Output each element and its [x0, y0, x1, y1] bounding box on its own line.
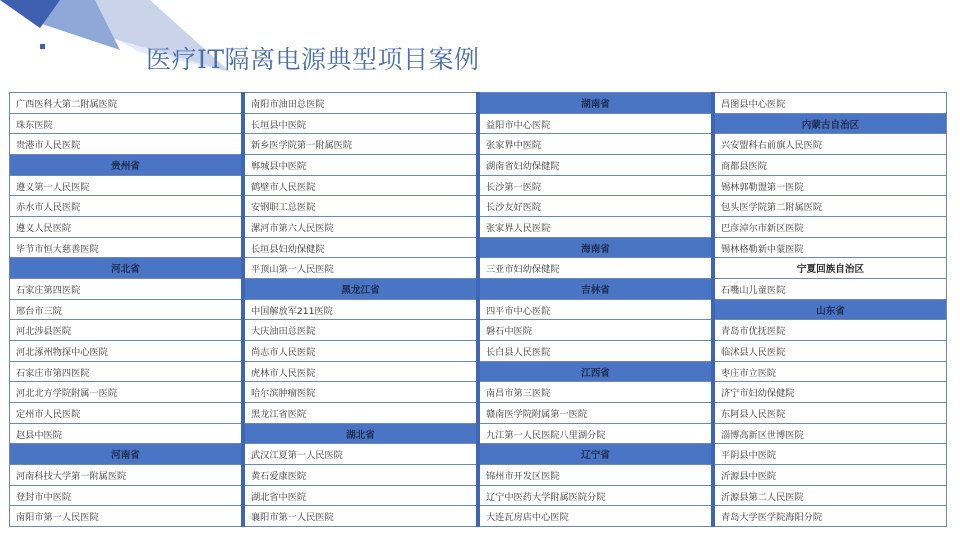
hospital-name-cell: 九江第一人民医院八里湖分院: [479, 423, 712, 445]
hospital-name-cell: 赣南医学院附属第一医院: [479, 402, 712, 424]
hospital-name-cell: 广西医科大第二附属医院: [9, 92, 242, 114]
hospital-name-cell: 登封市中医院: [9, 485, 242, 507]
hospital-name-cell: 南阳市油田总医院: [244, 92, 477, 114]
hospital-name-cell: 商都县医院: [714, 154, 947, 176]
hospital-name-cell: 毕节市恒大慈善医院: [9, 237, 242, 259]
hospital-name-cell: 锡林格勒新中蒙医院: [714, 237, 947, 259]
region-header: 吉林省: [479, 278, 712, 300]
hospital-name-cell: 尚志市人民医院: [244, 340, 477, 362]
region-header: 湖北省: [244, 423, 477, 445]
hospital-name-cell: 平顶山第一人民医院: [244, 257, 477, 279]
hospital-name-cell: 济宁市妇幼保健院: [714, 381, 947, 403]
hospital-name-cell: 贵港市人民医院: [9, 133, 242, 155]
hospital-name-cell: 大连瓦房店中心医院: [479, 505, 712, 527]
hospital-name-cell: 益阳市中心医院: [479, 113, 712, 135]
hospital-name-cell: 漯河市第六人民医院: [244, 216, 477, 238]
hospital-name-cell: 临沭县人民医院: [714, 340, 947, 362]
hospital-name-cell: 锡林郭勒盟第一医院: [714, 175, 947, 197]
hospital-name-cell: 昌图县中心医院: [714, 92, 947, 114]
hospital-name-cell: 湖北省中医院: [244, 485, 477, 507]
region-header: 江西省: [479, 361, 712, 383]
page-title: 医疗IT隔离电源典型项目案例: [146, 45, 480, 74]
hospital-name-cell: 郸城县中医院: [244, 154, 477, 176]
hospital-name-cell: 定州市人民医院: [9, 402, 242, 424]
hospital-name-cell: 鹤壁市人民医院: [244, 175, 477, 197]
hospital-name-cell: 长白县人民医院: [479, 340, 712, 362]
hospital-name-cell: 南昌市第三医院: [479, 381, 712, 403]
hospital-name-cell: 石嘴山儿童医院: [714, 278, 947, 300]
hospital-name-cell: 珠东医院: [9, 113, 242, 135]
hospital-name-cell: 长垣县妇幼保健院: [244, 237, 477, 259]
hospital-name-cell: 虎林市人民医院: [244, 361, 477, 383]
hospital-name-cell: 枣庄市立医院: [714, 361, 947, 383]
hospital-case-table: [9, 93, 947, 527]
hospital-name-cell: 新乡医学院第一附属医院: [244, 133, 477, 155]
hospital-name-cell: 赤水市人民医院: [9, 195, 242, 217]
hospital-name-cell: 湖南省妇幼保健院: [479, 154, 712, 176]
hospital-name-cell: 长沙第一医院: [479, 175, 712, 197]
hospital-name-cell: 邢台市三院: [9, 299, 242, 321]
hospital-name-cell: 东阿县人民医院: [714, 402, 947, 424]
hospital-name-cell: 河北涿州物探中心医院: [9, 340, 242, 362]
region-header: 山东省: [714, 299, 947, 321]
hospital-name-cell: 河北北方学院附属一医院: [9, 381, 242, 403]
hospital-name-cell: 青岛市优抚医院: [714, 319, 947, 341]
table-column-1: [9, 93, 242, 527]
hospital-name-cell: 张家界中医院: [479, 133, 712, 155]
hospital-name-cell: 巴彦淖尔市新区医院: [714, 216, 947, 238]
hospital-name-cell: 辽宁中医药大学附属医院分院: [479, 485, 712, 507]
hospital-name-cell: 哈尔滨肿瘤医院: [244, 381, 477, 403]
hospital-name-cell: 安钢职工总医院: [244, 195, 477, 217]
hospital-name-cell: 遵义第一人民医院: [9, 175, 242, 197]
hospital-name-cell: 黑龙江省医院: [244, 402, 477, 424]
table-column-3: [479, 93, 712, 527]
hospital-name-cell: 石家庄第四医院: [9, 278, 242, 300]
hospital-name-cell: 南阳市第一人民医院: [9, 505, 242, 527]
hospital-name-cell: 磐石中医院: [479, 319, 712, 341]
hospital-name-cell: 遵义人民医院: [9, 216, 242, 238]
hospital-name-cell: 青岛大学医学院海阳分院: [714, 505, 947, 527]
hospital-name-cell: 三亚市妇幼保健院: [479, 257, 712, 279]
hospital-name-cell: 长沙友好医院: [479, 195, 712, 217]
bullet-square-icon: [40, 44, 45, 49]
hospital-name-cell: 兴安盟科右前旗人民医院: [714, 133, 947, 155]
region-header: 海南省: [479, 237, 712, 259]
table-column-2: [244, 93, 477, 527]
hospital-name-cell: 黄石爱康医院: [244, 464, 477, 486]
region-header: 宁夏回族自治区: [714, 257, 947, 279]
hospital-name-cell: 河南科技大学第一附属医院: [9, 464, 242, 486]
region-header: 黑龙江省: [244, 278, 477, 300]
hospital-name-cell: 张家界人民医院: [479, 216, 712, 238]
hospital-name-cell: 平阴县中医院: [714, 443, 947, 465]
region-header: 湖南省: [479, 92, 712, 114]
hospital-name-cell: 沂源县中医院: [714, 464, 947, 486]
region-header: 河南省: [9, 443, 242, 465]
region-header: 内蒙古自治区: [714, 113, 947, 135]
region-header: 辽宁省: [479, 443, 712, 465]
hospital-name-cell: 锦州市开发区医院: [479, 464, 712, 486]
table-column-4: [714, 93, 947, 527]
hospital-name-cell: 长垣县中医院: [244, 113, 477, 135]
hospital-name-cell: 淄博高新区世博医院: [714, 423, 947, 445]
hospital-name-cell: 襄阳市第一人民医院: [244, 505, 477, 527]
hospital-name-cell: 武汉江夏第一人民医院: [244, 443, 477, 465]
hospital-name-cell: 包头医学院第二附属医院: [714, 195, 947, 217]
hospital-name-cell: 四平市中心医院: [479, 299, 712, 321]
hospital-name-cell: 中国解放军211医院: [244, 299, 477, 321]
region-header: 贵州省: [9, 154, 242, 176]
hospital-name-cell: 石家庄市第四医院: [9, 361, 242, 383]
region-header: 河北省: [9, 257, 242, 279]
hospital-name-cell: 河北涉县医院: [9, 319, 242, 341]
hospital-name-cell: 沂源县第二人民医院: [714, 485, 947, 507]
hospital-name-cell: 赵县中医院: [9, 423, 242, 445]
hospital-name-cell: 大庆油田总医院: [244, 319, 477, 341]
